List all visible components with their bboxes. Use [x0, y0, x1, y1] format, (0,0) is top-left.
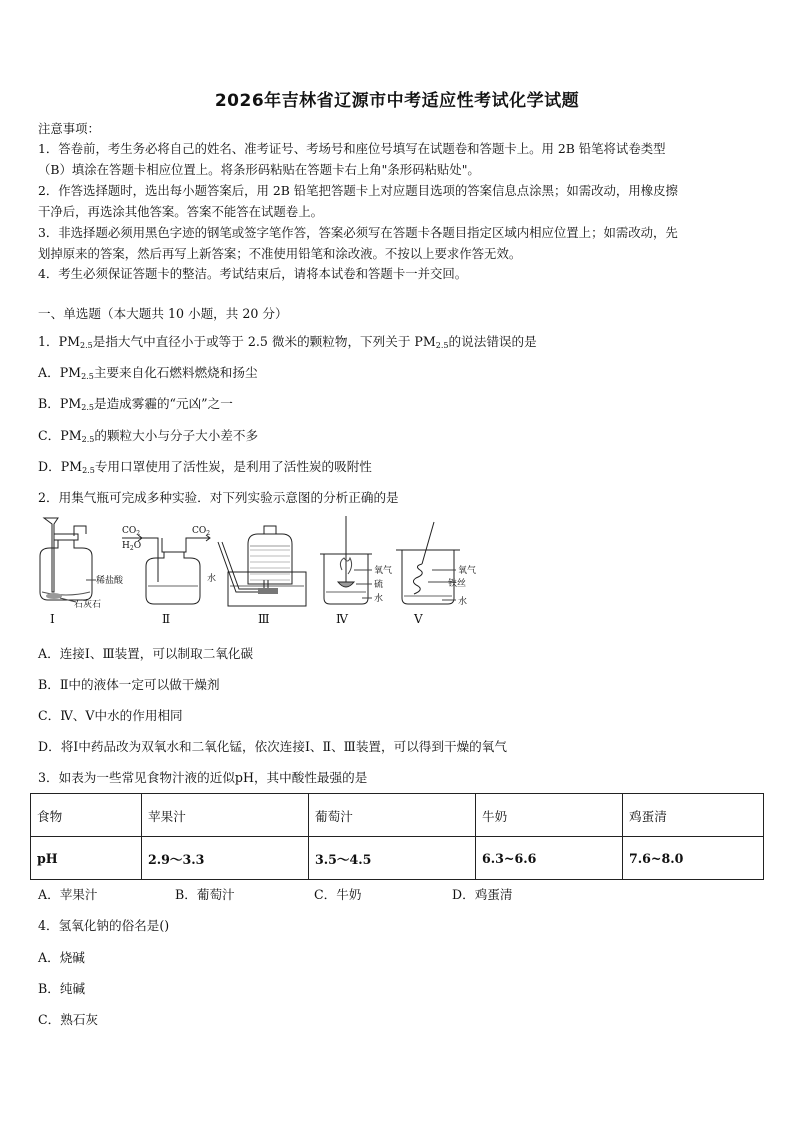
option-b: B．$PM_{2.5}$是造成雾霾的“元凶”之一 [38, 396, 233, 412]
q2-option-b: B．Ⅱ中的液体一定可以做干燥剂 [38, 677, 220, 692]
label-iron: 铁丝 [448, 579, 467, 589]
notice-line: 1．答卷前，考生务必将自己的姓名、准考证号、考场号和座位号填写在试题卷和答题卡上。用 2B 铅笔将试卷类型 [38, 141, 666, 156]
q3-option-d: D．鸡蛋清 [452, 887, 513, 902]
notice-line: （B）填涂在答题卡相应位置上。将条形码粘贴在答题卡右上角"条形码粘贴处"。 [38, 162, 480, 177]
q3-option-b: B．葡萄汁 [175, 887, 235, 902]
label-water-5: 水 [458, 597, 468, 607]
label-water-4: 水 [374, 594, 384, 604]
table-row [31, 794, 764, 837]
notice-line: 干净后，再选涂其他答案。答案不能答在试题卷上。 [38, 204, 323, 219]
pm-symbol: $PM_{2.5}$ [414, 334, 449, 350]
question-4-stem: 4．氢氧化钠的俗名是() [38, 918, 170, 933]
pm-symbol: $PM_{2.5}$ [58, 334, 93, 350]
svg-text:CO2: $CO_2$ [122, 526, 141, 537]
q4-option-b: B．纯碱 [38, 981, 86, 996]
label-sulfur: 硫 [374, 580, 384, 590]
svg-text:CO2: $CO_2$ [192, 526, 211, 537]
label-roman-3: Ⅲ [258, 612, 270, 626]
table-header-cell: 鸡蛋清 [623, 794, 764, 837]
label-oxygen-4: 氧气 [374, 566, 393, 576]
label-acid: 稀盐酸 [96, 576, 124, 586]
table-cell: 6.3~6.6 [476, 837, 623, 880]
q2-option-a: A．连接Ⅰ、Ⅲ装置，可以制取二氧化碳 [38, 646, 254, 661]
notice-heading: 注意事项： [38, 121, 100, 136]
apparatus-figure [36, 512, 476, 630]
table-cell: 3.5～4.5 [309, 837, 476, 880]
label-roman-1: Ⅰ [50, 612, 55, 626]
apparatus-5 [396, 522, 476, 626]
label-water-3: 水 [207, 574, 217, 584]
notice-line: 2．作答选择题时，选出每小题答案后，用 2B 铅笔把答题卡上对应题目选项的答案信息点涂黑；如需改动，用橡皮擦 [38, 183, 678, 198]
apparatus-4 [320, 516, 392, 626]
label-roman-5: Ⅴ [414, 612, 423, 626]
notice-line: 划掉原来的答案，然后再写上新答案；不准使用铅笔和涂改液。不按以上要求作答无效。 [38, 246, 522, 261]
table-cell: pH [31, 837, 142, 880]
table-header-cell: 苹果汁 [142, 794, 309, 837]
question-2-stem: 2．用集气瓶可完成多种实验．对下列实验示意图的分析正确的是 [38, 490, 399, 505]
table-cell: 7.6~8.0 [623, 837, 764, 880]
option-a: A．$PM_{2.5}$主要来自化石燃料燃烧和扬尘 [38, 365, 258, 381]
table-header-cell: 葡萄汁 [309, 794, 476, 837]
label-limestone: 石灰石 [74, 600, 102, 610]
q4-option-c: C．熟石灰 [38, 1012, 99, 1027]
option-c: C．$PM_{2.5}$的颗粒大小与分子大小差不多 [38, 428, 259, 444]
q4-option-a: A．烧碱 [38, 950, 85, 965]
question-3-stem: 3．如表为一些常见食物汁液的近似pH，其中酸性最强的是 [38, 770, 368, 785]
notice-line: 3．非选择题必须用黑色字迹的钢笔或签字笔作答，答案必须写在答题卡各题目指定区域内相应位置上；如需改动，先 [38, 225, 678, 240]
notice-line: 4．考生必须保证答题卡的整洁。考试结束后，请将本试卷和答题卡一并交回。 [38, 266, 468, 281]
label-oxygen-5: 氧气 [458, 566, 476, 576]
page-title: 2026年吉林省辽源市中考适应性考试化学试题 [214, 91, 580, 111]
svg-text:H2O: $H_2O$ [122, 541, 142, 552]
q3-option-c: C．牛奶 [314, 887, 362, 902]
question-number: 1． [38, 334, 59, 349]
apparatus-1 [40, 518, 124, 626]
table-row [31, 837, 764, 880]
apparatus-3 [207, 526, 306, 626]
table-header-cell: 食物 [31, 794, 142, 837]
label-roman-4: Ⅳ [336, 612, 348, 626]
option-d: D．$PM_{2.5}$专用口罩使用了活性炭，是利用了活性炭的吸附性 [38, 459, 372, 475]
q3-options [38, 887, 512, 903]
table-cell: 2.9～3.3 [142, 837, 309, 880]
q2-option-d: D．将Ⅰ中药品改为双氧水和二氧化锰，依次连接Ⅰ、Ⅱ、Ⅲ装置，可以得到干燥的氧气 [38, 739, 507, 754]
ph-table [30, 793, 764, 880]
table-header-cell: 牛奶 [476, 794, 623, 837]
q3-option-a: A．苹果汁 [38, 887, 98, 902]
apparatus-2 [122, 526, 210, 626]
label-roman-2: Ⅱ [162, 612, 171, 626]
section-heading: 一、单选题（本大题共 10 小题，共 20 分） [38, 306, 288, 321]
question-1-stem: 1．$PM_{2.5}$是指大气中直径小于或等于 2.5 微米的颗粒物，下列关于 $PM_{2.5}$的说法错误的是 [38, 334, 537, 350]
q2-option-c: C．Ⅳ、Ⅴ中水的作用相同 [38, 708, 183, 723]
